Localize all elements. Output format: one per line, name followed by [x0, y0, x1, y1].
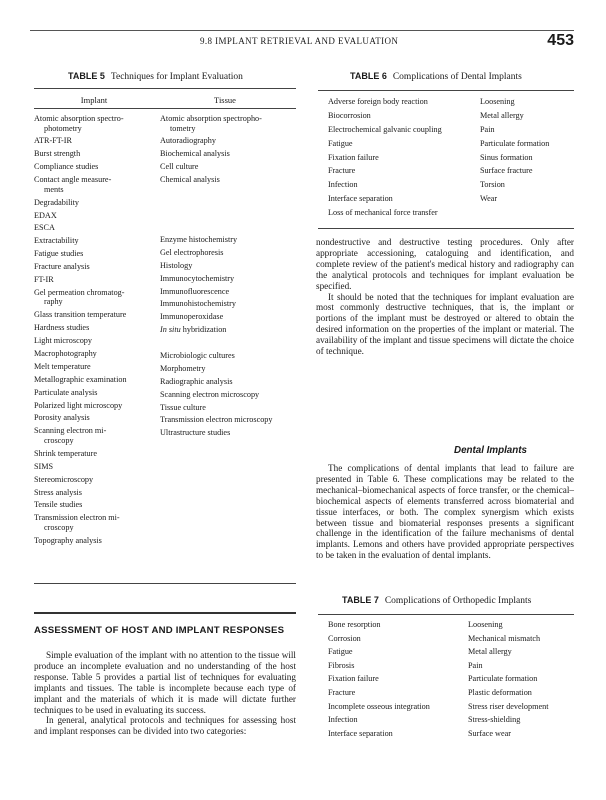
table6-bottom-rule: [318, 228, 574, 229]
table5-implant-item: [34, 500, 152, 510]
table6-item: Loosening: [480, 97, 515, 106]
table5-tissue-item: [160, 403, 300, 413]
table7-item: Surface wear: [468, 728, 511, 738]
table-cell-text: Immunocytochemistry: [160, 273, 235, 283]
table-cell-text: Extractability: [34, 236, 79, 246]
table5-tissue-item: [160, 162, 300, 172]
table6-left-column: [328, 97, 478, 222]
table-cell-text: Scanning electron microscopy: [160, 389, 260, 399]
table5-implant-item: [34, 375, 152, 385]
table5-tissue-item: [160, 377, 300, 387]
page-number: 453: [547, 32, 574, 49]
table7-caption: [342, 595, 531, 606]
table6-item: Biocorrosion: [328, 110, 371, 120]
table-cell-text: Gel electrophoresis: [160, 247, 224, 257]
table5-implant-item: [34, 149, 152, 159]
table-cell-text: Cell culture: [160, 162, 199, 172]
table5-tissue-item: [160, 235, 300, 245]
table6-top-rule: [318, 90, 574, 91]
right-text-block-2: [316, 463, 574, 561]
table7-title: Complications of Orthopedic Implants: [384, 596, 532, 606]
paragraph: It should be noted that the techniques for implant evaluation are most commonly destructive techniques, that is, the implant or portions of the implant must be destroyed or altered to obtain the desired information on the properties of the implant or material. The availability of the implant and tissue specimens will dictate the choice of technique.: [316, 291, 574, 357]
table-cell-continuation: raphy: [44, 297, 63, 307]
table6-item: Fracture: [328, 166, 356, 176]
table5-implant-item: [34, 288, 152, 307]
table-cell-text: ATR-FT-IR: [34, 136, 72, 146]
table5-tissue-item: [160, 428, 300, 438]
table-cell-text: Transmission electron mi-: [34, 513, 120, 523]
table-cell-text: Compliance studies: [34, 162, 99, 172]
table6-item: Fatigue: [328, 138, 353, 148]
table6-right-column: [480, 97, 575, 208]
table-cell-text: Melt temperature: [34, 361, 91, 371]
running-head: 9.8 IMPLANT RETRIEVAL AND EVALUATION: [200, 36, 399, 46]
paragraph: nondestructive and destructive testing procedures. Only after appropriate accessioning, cataloguing and identification, and complete review of the patient's medical history and radiography can the analytical protocols and techniques for implant evaluation be specified.: [316, 237, 574, 291]
table7-left-column: [328, 620, 468, 742]
table-cell-text: Fracture analysis: [34, 262, 90, 272]
table6-caption: [350, 71, 522, 82]
table5-caption: [68, 71, 243, 82]
table-cell-text: Hardness studies: [34, 323, 90, 333]
table5-implant-item: [34, 349, 152, 359]
table6-item: Sinus formation: [480, 152, 533, 162]
table5-implant-item: [34, 362, 152, 372]
table5-implant-item: [34, 449, 152, 459]
table-cell-text: Biochemical analysis: [160, 149, 230, 159]
table5-col-tissue: Tissue: [214, 95, 236, 105]
table5-implant-item: [34, 114, 152, 133]
table-cell-text: Scanning electron mi-: [34, 426, 107, 436]
table5-tissue-item: [160, 261, 300, 271]
table-cell-text: EDAX: [34, 210, 57, 220]
table7-top-rule: [318, 614, 574, 615]
table6-item: Metal allergy: [480, 110, 524, 120]
table7-item: Stress riser development: [468, 701, 549, 711]
table6-item: Adverse foreign body reaction: [328, 97, 428, 106]
table5-tissue-item: [160, 325, 300, 335]
table7-item: Fatigue: [328, 647, 353, 657]
table7-right-column: [468, 620, 576, 742]
table5-tissue-column-3: [160, 351, 300, 441]
table-cell-text: Morphometry: [160, 363, 206, 373]
table-cell-text: Tissue culture: [160, 402, 206, 412]
paragraph: Simple evaluation of the implant with no attention to the tissue will produce an incomplete evaluation and no understanding of the host response. Table 5 provides a partial list of techniques for evaluating implants and tissues. The table is incomplete because each type of implant and the materials of which it is made will dictate further techniques to be used in evaluating its success.: [34, 650, 296, 715]
table-cell-text: Tensile studies: [34, 500, 83, 510]
table7-item: Bone resorption: [328, 620, 381, 629]
table5-top-rule: [34, 88, 296, 89]
table-cell-text: Immunohistochemistry: [160, 299, 236, 309]
table5-implant-item: [34, 162, 152, 172]
table5-implant-item: [34, 488, 152, 498]
table5-implant-item: [34, 175, 152, 194]
table5-tissue-item: [160, 351, 300, 361]
table6-item: Infection: [328, 180, 358, 190]
table5-tissue-item: [160, 136, 300, 146]
table5-implant-item: [34, 536, 152, 546]
table5-implant-item: [34, 323, 152, 333]
table6-item: Interface separation: [328, 194, 393, 204]
table5-implant-item: [34, 223, 152, 233]
table5-tissue-item: [160, 248, 300, 258]
table7-item: Fixation failure: [328, 674, 379, 684]
table7-item: Interface separation: [328, 728, 393, 738]
table5-implant-item: [34, 426, 152, 445]
table-cell-text: Transmission electron microscopy: [160, 415, 273, 425]
table6-item: Electrochemical galvanic coupling: [328, 124, 442, 134]
table-cell-text: Immunoperoxidase: [160, 312, 224, 322]
table-cell-text: Contact angle measure-: [34, 175, 112, 185]
table-cell-text: Macrophotography: [34, 349, 97, 359]
table-cell-text: Atomic absorption spectro-: [34, 114, 124, 123]
table5-header-rule: [34, 108, 296, 109]
table5-implant-item: [34, 275, 152, 285]
table-cell-continuation: photometry: [44, 123, 82, 133]
table5-implant-item: [34, 475, 152, 485]
table-cell-text: Chemical analysis: [160, 175, 220, 185]
table-cell-text: Radiographic analysis: [160, 376, 233, 386]
table-cell-text: Particulate analysis: [34, 387, 98, 397]
table5-title: Techniques for Implant Evaluation: [110, 72, 243, 82]
table5-tissue-column-2: [160, 235, 300, 338]
table-cell-text: Gel permeation chromatog-: [34, 287, 125, 297]
table7-item: Mechanical mismatch: [468, 633, 541, 643]
table5-implant-item: [34, 310, 152, 320]
table5-tissue-item: [160, 149, 300, 159]
table-cell-text: Degradability: [34, 197, 80, 207]
table6-label: TABLE 6: [350, 71, 387, 81]
table6-title: Complications of Dental Implants: [392, 72, 522, 82]
table-cell-text: Stereomicroscopy: [34, 474, 94, 484]
table-cell-text: Autoradiography: [160, 136, 216, 146]
table7-label: TABLE 7: [342, 595, 379, 605]
paragraph: The complications of dental implants that lead to failure are presented in Table 6. These complications may be related to the mechanical–biomechanical aspects of force transfer, or the chemical–biochemical aspects of elements transferred across biomaterial and tissue interfaces, or both. The complex synergism which exists between tissue and biomaterial responses presents a significant challenge in the identification of the failure mechanisms of dental implants. Lemons and others have provided appropriate perspectives to be taken in the evaluation of dental implants.: [316, 463, 574, 561]
table5-col-implant: Implant: [80, 95, 108, 105]
table5-bottom-rule: [34, 583, 296, 584]
table-cell-text: Ultrastructure studies: [160, 428, 231, 438]
table5-tissue-item: [160, 312, 300, 322]
table-cell-text: In situ hybridization: [160, 325, 227, 335]
table-cell-text: Burst strength: [34, 149, 81, 159]
table-cell-text: Polarized light microscopy: [34, 400, 123, 410]
table-cell-continuation: croscopy: [44, 522, 74, 532]
table-cell-text: Immunofluorescence: [160, 286, 230, 296]
section-rule: [34, 612, 296, 614]
table5-implant-item: [34, 401, 152, 411]
table5-implant-item: [34, 198, 152, 208]
table7-item: Pain: [468, 660, 483, 670]
table-cell-text: Microbiologic cultures: [160, 351, 235, 360]
table-cell-continuation: croscopy: [44, 435, 74, 445]
table5-tissue-item: [160, 364, 300, 374]
table5-implant-item: [34, 262, 152, 272]
left-text-block: [34, 650, 296, 737]
table-cell-continuation: ments: [44, 184, 64, 194]
table7-item: Corrosion: [328, 633, 361, 643]
table5-implant-item: [34, 513, 152, 532]
table5-label: TABLE 5: [68, 71, 105, 81]
paragraph: In general, analytical protocols and techniques for assessing host and implant responses can be divided into two categories:: [34, 715, 296, 737]
header-rule: [30, 30, 574, 31]
table-cell-text: Shrink temperature: [34, 448, 97, 458]
table-cell-text: Porosity analysis: [34, 413, 90, 423]
table5-implant-item: [34, 336, 152, 346]
table5-implant-item: [34, 462, 152, 472]
table7-item: Stress-shielding: [468, 715, 521, 725]
table-cell-text: SIMS: [34, 461, 54, 471]
table5-implant-item: [34, 211, 152, 221]
table-cell-text: Histology: [160, 260, 193, 270]
table5-tissue-item: [160, 390, 300, 400]
table5-implant-item: [34, 388, 152, 398]
table6-item: Surface fracture: [480, 166, 533, 176]
table-cell-text: ESCA: [34, 223, 55, 233]
table7-item: Loosening: [468, 620, 503, 629]
table5-tissue-item: [160, 287, 300, 297]
table6-item: Particulate formation: [480, 138, 550, 148]
table5-tissue-item: [160, 114, 300, 133]
right-text-block-1: [316, 237, 574, 357]
table-cell-text: Enzyme histochemistry: [160, 235, 238, 244]
table-cell-text: Topography analysis: [34, 535, 102, 545]
table6-item: Pain: [480, 124, 495, 134]
table-cell-continuation: tometry: [170, 123, 196, 133]
table5-implant-item: [34, 249, 152, 259]
table-cell-text: Metallographic examination: [34, 374, 127, 384]
table5-implant-item: [34, 413, 152, 423]
table7-item: Fibrosis: [328, 660, 355, 670]
dental-implants-heading: Dental Implants: [454, 445, 527, 456]
table7-item: Incomplete osseous integration: [328, 701, 430, 711]
assessment-heading: ASSESSMENT OF HOST AND IMPLANT RESPONSES: [34, 625, 285, 636]
table-cell-text: Glass transition temperature: [34, 310, 127, 320]
table7-item: Particulate formation: [468, 674, 538, 684]
table6-item: Loss of mechanical force transfer: [328, 208, 438, 218]
table5-tissue-item: [160, 175, 300, 185]
table6-item: Wear: [480, 194, 498, 204]
table5-implant-item: [34, 236, 152, 246]
table5-tissue-item: [160, 299, 300, 309]
table-cell-text: Fatigue studies: [34, 249, 84, 259]
table6-item: Torsion: [480, 180, 505, 190]
table5-tissue-item: [160, 415, 300, 425]
table7-item: Infection: [328, 715, 358, 725]
table7-item: Metal allergy: [468, 647, 512, 657]
table-cell-text: Light microscopy: [34, 336, 92, 346]
table5-implant-item: [34, 136, 152, 146]
table7-item: Plastic deformation: [468, 687, 532, 697]
table5-implant-column: [34, 114, 152, 549]
table5-tissue-column-1: [160, 114, 300, 188]
table-cell-text: FT-IR: [34, 274, 54, 284]
table6-item: Fixation failure: [328, 152, 379, 162]
table5-tissue-item: [160, 274, 300, 284]
table7-item: Fracture: [328, 687, 356, 697]
table-cell-text: Atomic absorption spectropho-: [160, 114, 262, 123]
table-cell-text: Stress analysis: [34, 487, 82, 497]
